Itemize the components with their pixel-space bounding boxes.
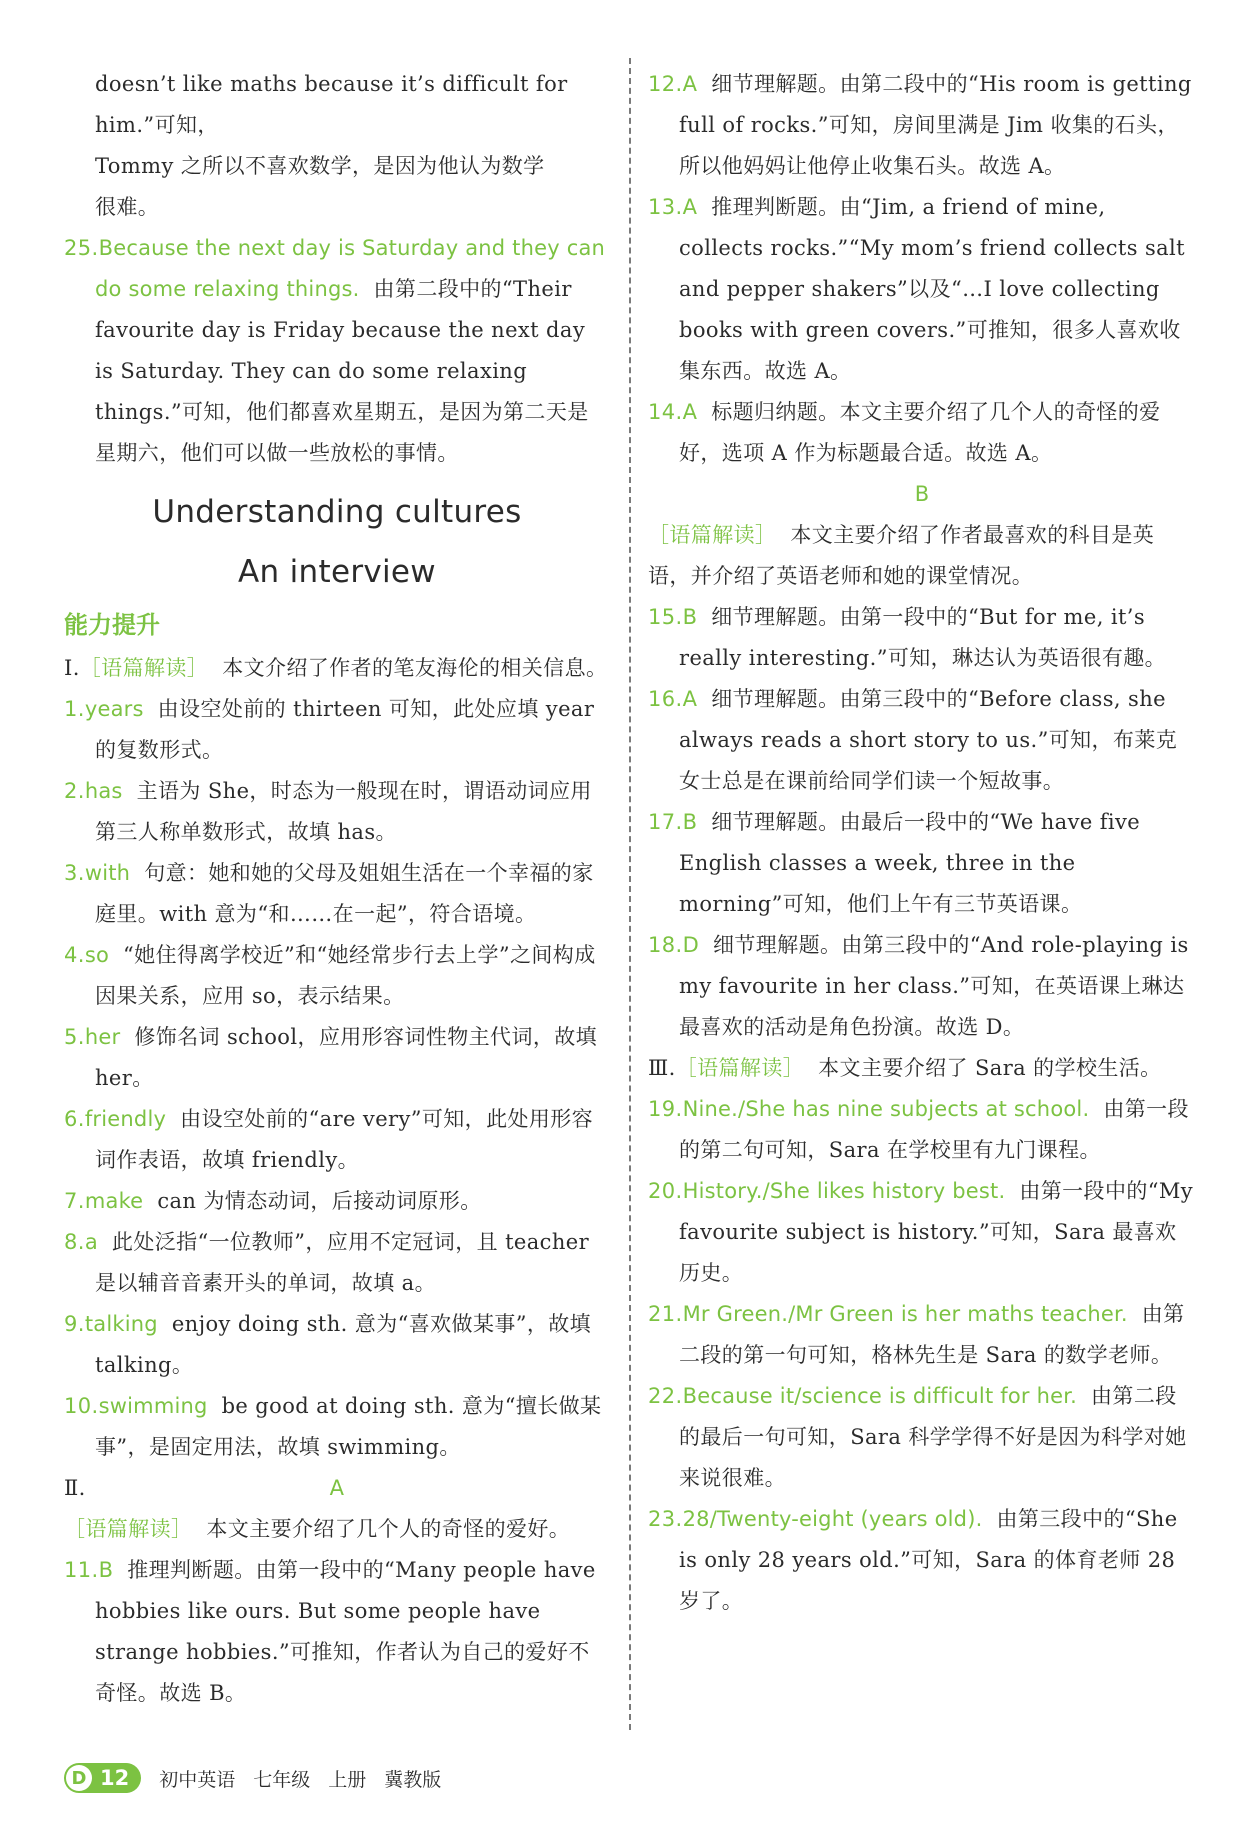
item-number: 15. [648, 605, 683, 629]
item-number: 12. [648, 72, 683, 96]
item-answer: a [84, 1230, 98, 1254]
item-number: 1. [64, 697, 85, 721]
continued-line: 很难。 [95, 195, 160, 219]
roman-numeral: Ⅰ. [64, 656, 80, 680]
answer-item-13 [648, 187, 1196, 392]
page-number: 12 [100, 1766, 130, 1790]
item-explanation: enjoy doing sth. 意为“喜欢做某事”，故填 talking。 [95, 1312, 592, 1377]
item-explanation: be good at doing sth. 意为“擅长做某事”，是固定用法，故填 swimming。 [95, 1394, 602, 1459]
part-2-label [64, 1468, 610, 1509]
answer-item-8 [64, 1222, 610, 1304]
item-number: 8. [64, 1230, 85, 1254]
answer-item-7 [64, 1181, 610, 1222]
item-answer: with [84, 861, 131, 885]
section-subtitle: An interview [238, 554, 436, 590]
badge-letter: D [66, 1765, 92, 1791]
section-heading: 能力提升 [64, 611, 160, 639]
item-number: 4. [64, 943, 85, 967]
footer-subject: 初中英语 [159, 1768, 236, 1791]
item-answer: Because it/science is difficult for her. [682, 1384, 1078, 1408]
reading-tag: ［语篇解读］ [79, 656, 209, 680]
item-explanation: 由第一段中的“My favourite subject is history.”可知，Sara 最喜欢历史。 [679, 1179, 1194, 1285]
footer-grade: 七年级 [253, 1768, 311, 1791]
item-number: 20. [648, 1179, 683, 1203]
item-explanation: 主语为 She，时态为一般现在时，谓语动词应用第三人称单数形式，故填 has。 [95, 779, 592, 844]
item-answer: A [682, 400, 698, 424]
answer-item-21 [648, 1294, 1196, 1376]
column-divider [629, 58, 631, 1730]
item-answer: her [84, 1025, 121, 1049]
item-answer: B [682, 810, 698, 834]
item-number: 9. [64, 1312, 85, 1336]
item-answer: Mr Green./Mr Green is her maths teacher. [682, 1302, 1128, 1326]
item-answer: make [84, 1189, 144, 1213]
reading-tag: ［语篇解读］ [648, 523, 777, 547]
item-answer: has [84, 779, 123, 803]
item-explanation: 由第二段的第一句可知，格林先生是 Sara 的数学老师。 [679, 1302, 1185, 1367]
reading-text: 本文介绍了作者的笔友海伦的相关信息。 [222, 656, 608, 680]
item-answer: so [84, 943, 110, 967]
item-number: 3. [64, 861, 85, 885]
item-number: 6. [64, 1107, 85, 1131]
item-answer: A [682, 72, 698, 96]
continued-line: doesn’t like maths because it’s difficult for him.”可知， [95, 72, 568, 137]
item-explanation: 细节理解题。由第二段中的“His room is getting full of rocks.”可知，房间里满是 Jim 收集的石头，所以他妈妈让他停止收集石头。故选 A。 [679, 72, 1192, 178]
page-footer [64, 1760, 441, 1796]
item-answer: Because the next day is Saturday and they can do some relaxing things. [95, 236, 606, 301]
item-number: 21. [648, 1302, 683, 1326]
answer-item-17 [648, 802, 1196, 925]
left-column [64, 64, 610, 1714]
item-explanation: 细节理解题。由第三段中的“Before class, she always reads a short story to us.”可知，布莱克女士总是在课前给同学们读一个短故事。 [679, 687, 1178, 793]
answer-item-1 [64, 689, 610, 771]
item-answer: Nine./She has nine subjects at school. [682, 1097, 1090, 1121]
answer-item-6 [64, 1099, 610, 1181]
roman-numeral: Ⅲ. [648, 1056, 676, 1080]
item-number: 10. [64, 1394, 99, 1418]
item-answer: talking [84, 1312, 158, 1336]
part-3-reading-note [648, 1048, 1196, 1089]
answer-item-12 [648, 64, 1196, 187]
item-answer: 28/Twenty-eight (years old). [682, 1507, 983, 1531]
item-number: 25. [64, 236, 99, 260]
item-number: 7. [64, 1189, 85, 1213]
passage-letter: A [329, 1476, 345, 1500]
item-explanation: 细节理解题。由第三段中的“And role-playing is my favourite in her class.”可知，在英语课上琳达最喜欢的活动是角色扮演。故选 D。 [679, 933, 1189, 1039]
answer-item-9 [64, 1304, 610, 1386]
item-explanation: 由第三段中的“She is only 28 years old.”可知，Sara 的体育老师 28 岁了。 [679, 1507, 1178, 1613]
answer-item-18 [648, 925, 1196, 1048]
item-answer: friendly [84, 1107, 167, 1131]
item-explanation: 由第一段的第二句可知，Sara 在学校里有九门课程。 [679, 1097, 1189, 1162]
continued-line: Tommy 之所以不喜欢数学，是因为他认为数学 [95, 154, 545, 178]
reading-text: 本文主要介绍了几个人的奇怪的爱好。 [206, 1517, 571, 1541]
page-number-badge [64, 1763, 141, 1793]
item-number: 14. [648, 400, 683, 424]
reading-tag: ［语篇解读］ [64, 1517, 193, 1541]
item-explanation: can 为情态动词，后接动词原形。 [157, 1189, 482, 1213]
part-1-reading-note [64, 648, 610, 689]
item-number: 23. [648, 1507, 683, 1531]
reading-tag: ［语篇解读］ [675, 1056, 805, 1080]
item-answer: D [682, 933, 699, 957]
answer-item-11 [64, 1550, 610, 1714]
item-explanation: 细节理解题。由最后一段中的“We have five English classes a week, three in the morning”可知，他们上午有三节英语课。 [679, 810, 1141, 916]
answer-item-20 [648, 1171, 1196, 1294]
item-answer: years [84, 697, 144, 721]
reading-text: 本文主要介绍了作者最喜欢的科目是英语，并介绍了英语老师和她的课堂情况。 [648, 523, 1155, 588]
section-title: Understanding cultures [152, 494, 522, 530]
answer-item-2 [64, 771, 610, 853]
answer-item-10 [64, 1386, 610, 1468]
item-explanation: 由第二段中的“Their favourite day is Friday because the next day is Saturday. They can do some relaxing things.”可知，他们都喜欢星期五，是因为第二天是星期六，他们可以做一些放松的事情。 [95, 277, 589, 465]
item-explanation: 细节理解题。由第一段中的“But for me, it’s really interesting.”可知，琳达认为英语很有趣。 [679, 605, 1167, 670]
item-explanation: 由设空处前的 thirteen 可知，此处应填 year 的复数形式。 [95, 697, 595, 762]
item-answer: B [682, 605, 698, 629]
item-explanation: 句意：她和她的父母及姐姐生活在一个幸福的家庭里。with 意为“和……在一起”，符合语境。 [95, 861, 594, 926]
answer-item-25 [64, 228, 610, 474]
right-column [648, 64, 1196, 1622]
answer-item-14 [648, 392, 1196, 474]
item-number: 13. [648, 195, 683, 219]
answer-item-22 [648, 1376, 1196, 1499]
answer-item-3 [64, 853, 610, 935]
continued-answer-24 [64, 64, 610, 228]
roman-numeral: Ⅱ. [64, 1476, 86, 1500]
item-number: 2. [64, 779, 85, 803]
item-explanation: 此处泛指“一位教师”，应用不定冠词，且 teacher 是以辅音音素开头的单词，故填 a。 [95, 1230, 590, 1295]
item-explanation: 推理判断题。由第一段中的“Many people have hobbies like ours. But some people have strange hobbies.”可推知，作者认为自己的爱好不奇怪。故选 B。 [95, 1558, 596, 1705]
reading-text: 本文主要介绍了 Sara 的学校生活。 [818, 1056, 1162, 1080]
footer-edition: 冀教版 [384, 1768, 442, 1791]
footer-volume: 上册 [328, 1768, 367, 1791]
answer-item-16 [648, 679, 1196, 802]
item-explanation: “她住得离学校近”和“她经常步行去上学”之间构成因果关系，应用 so，表示结果。 [95, 943, 596, 1008]
item-number: 17. [648, 810, 683, 834]
item-answer: B [98, 1558, 114, 1582]
item-number: 19. [648, 1097, 683, 1121]
answer-item-19 [648, 1089, 1196, 1171]
item-number: 18. [648, 933, 683, 957]
item-answer: History./She likes history best. [682, 1179, 1006, 1203]
answer-item-15 [648, 597, 1196, 679]
part-2-reading-note [64, 1509, 610, 1550]
answer-item-5 [64, 1017, 610, 1099]
item-answer: A [682, 687, 698, 711]
item-number: 22. [648, 1384, 683, 1408]
answer-item-4 [64, 935, 610, 1017]
item-answer: swimming [98, 1394, 208, 1418]
item-explanation: 推理判断题。由“Jim, a friend of mine, collects rocks.”“My mom’s friend collects salt and pepper shakers”以及“…I love collecting books with green covers.”可推知，很多人喜欢收集东西。故选 A。 [679, 195, 1186, 383]
item-explanation: 修饰名词 school，应用形容词性物主代词，故填 her。 [95, 1025, 598, 1090]
part-2b-reading-note [648, 515, 1196, 597]
item-number: 11. [64, 1558, 99, 1582]
item-answer: A [682, 195, 698, 219]
item-explanation: 由第二段的最后一句可知，Sara 科学学得不好是因为科学对她来说很难。 [679, 1384, 1187, 1490]
item-number: 16. [648, 687, 683, 711]
item-explanation: 由设空处前的“are very”可知，此处用形容词作表语，故填 friendly。 [95, 1107, 594, 1172]
answer-item-23 [648, 1499, 1196, 1622]
item-number: 5. [64, 1025, 85, 1049]
passage-letter-b: B [914, 482, 930, 506]
item-explanation: 标题归纳题。本文主要介绍了几个人的奇怪的爱好，选项 A 作为标题最合适。故选 A。 [679, 400, 1161, 465]
